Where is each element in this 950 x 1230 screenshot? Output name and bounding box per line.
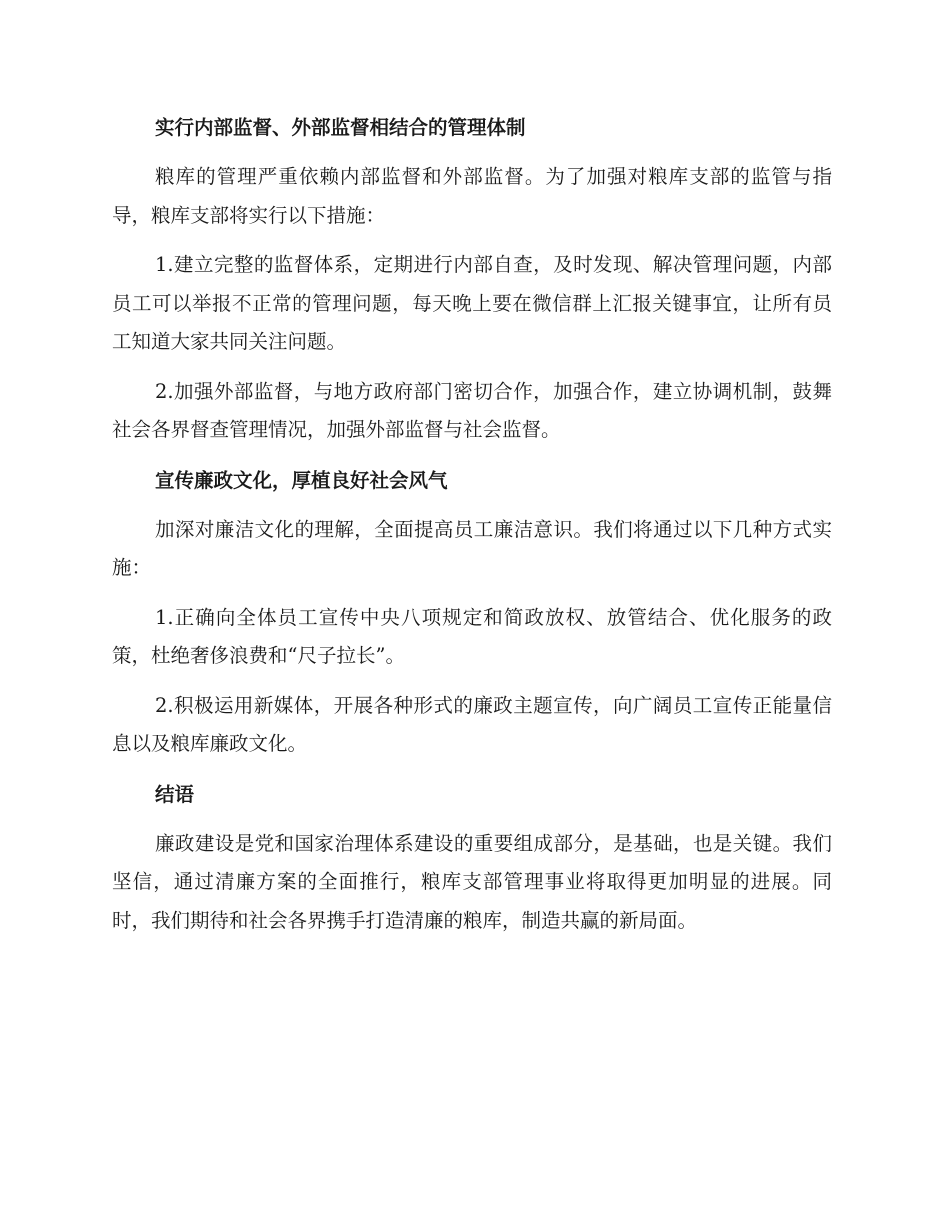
paragraph-culture-item-1: 1.正确向全体员工宣传中央八项规定和简政放权、放管结合、优化服务的政策，杜绝奢侈浪费和“尺子拉长”。	[112, 605, 832, 667]
paragraph-supervision-item-1: 1.建立完整的监督体系，定期进行内部自查，及时发现、解决管理问题，内部员工可以举报不正常的管理问题，每天晚上要在微信群上汇报关键事宜，让所有员工知道大家共同关注问题。	[112, 253, 832, 353]
paragraph-culture-intro: 加深对廉洁文化的理解，全面提高员工廉洁意识。我们将通过以下几种方式实施：	[112, 517, 832, 579]
section-heading-culture: 宣传廉政文化，厚植良好社会风气	[155, 468, 448, 492]
paragraph-conclusion: 廉政建设是党和国家治理体系建设的重要组成部分，是基础，也是关键。我们坚信，通过清廉方案的全面推行，粮库支部管理事业将取得更加明显的进展。同时，我们期待和社会各界携手打造清廉的粮库，制造共赢的新局面。	[112, 831, 832, 932]
section-heading-conclusion: 结语	[155, 782, 195, 806]
paragraph-culture-item-2: 2.积极运用新媒体，开展各种形式的廉政主题宣传，向广阔员工宣传正能量信息以及粮库廉政文化。	[112, 693, 832, 755]
section-heading-supervision: 实行内部监督、外部监督相结合的管理体制	[155, 116, 526, 139]
document-body	[112, 108, 832, 951]
paragraph-supervision-intro: 粮库的管理严重依赖内部监督和外部监督。为了加强对粮库支部的监管与指导，粮库支部将实行以下措施：	[112, 165, 832, 227]
paragraph-supervision-item-2: 2.加强外部监督，与地方政府部门密切合作，加强合作，建立协调机制，鼓舞社会各界督查管理情况，加强外部监督与社会监督。	[112, 379, 832, 441]
